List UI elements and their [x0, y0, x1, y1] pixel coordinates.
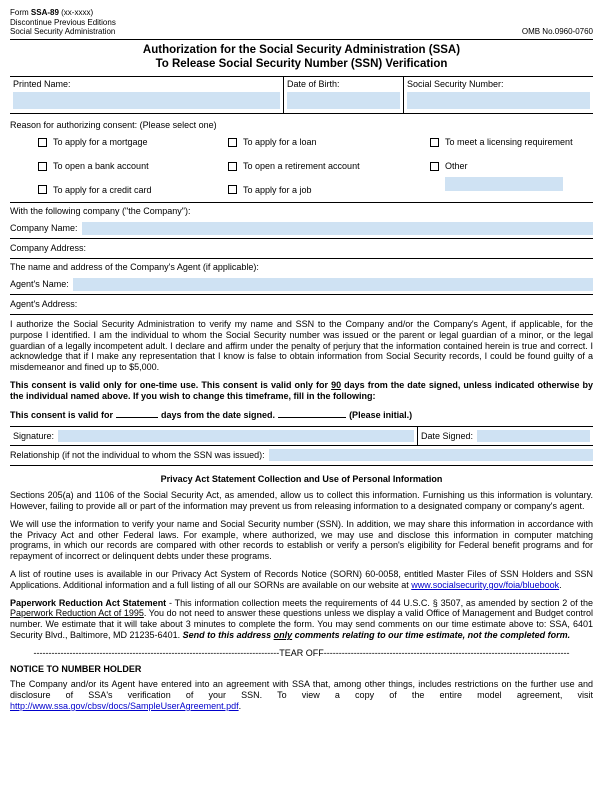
- consent-days-90: 90: [331, 379, 342, 390]
- agent-name-row: [10, 275, 593, 294]
- printed-name-input[interactable]: [13, 92, 280, 109]
- agent-name-input[interactable]: [73, 278, 593, 291]
- authorization-statement: I authorize the Social Security Administration to verify my name and SSN to the Company and/or the Company's Agent, if applicable, for the purpose I identified. I am the individual to whom the Social Security number was issued or the parent or legal guardian of a minor, or the legal guardian of a legally incompetent adult. I declare and affirm under the penalty of perjury that the information contained herein is true and correct. I acknowledge that if I make any representation that I know is false to obtain information from Social Security records, I could be found guilty of a misdemeanor and fined up to $5,000.: [10, 318, 593, 373]
- date-of-birth-label: Date of Birth:: [287, 79, 340, 90]
- agent-name-label: Agent's Name:: [10, 279, 69, 290]
- agent-address-label: Agent's Address:: [10, 299, 78, 310]
- agent-section-heading: The name and address of the Company's Agent (if applicable):: [10, 262, 259, 273]
- consent-validity-statement: [10, 380, 593, 402]
- date-of-birth-input[interactable]: [287, 92, 400, 109]
- form-title-line2: To Release Social Security Number (SSN) Verification: [155, 57, 448, 70]
- reason-option-label: Other: [445, 160, 468, 171]
- reason-option-label: To open a retirement account: [243, 160, 360, 171]
- tear-off-line: ----------------------------------------------------------------------------------TEAR OFF----------------------------------------------------------------------------------: [33, 647, 570, 658]
- initial-blank-field[interactable]: [278, 409, 346, 418]
- bluebook-link[interactable]: www.socialsecurity.gov/foia/bluebook: [411, 579, 560, 590]
- privacy-act-heading: Privacy Act Statement Collection and Use of Personal Information: [160, 474, 443, 485]
- paperwork-text-2: . You do not need to answer these questions unless we display a valid Office of Management and Budget control number. We estimate that it will take about 3 minutes to complete the form. You may send comments on our time estimate above to: SSA, 6401 Security Blvd., Baltimore, MD 21235-6401.: [10, 608, 593, 640]
- relationship-label: Relationship (if not the individual to whom the SSN was issued):: [10, 449, 265, 460]
- reason-option-label: To apply for a credit card: [53, 184, 152, 195]
- consent-text-post: days from the date signed, unless indicated otherwise by the individual named above. If you wish to change this timeframe, fill in the following:: [10, 379, 594, 401]
- reason-column-2: [228, 137, 430, 195]
- other-reason-input[interactable]: [445, 177, 563, 191]
- reason-column-3: [430, 137, 593, 195]
- reason-option: [38, 161, 228, 172]
- printed-name-cell: [10, 77, 283, 113]
- omb-number: OMB No.0960-0760: [521, 27, 593, 37]
- notice-heading: NOTICE TO NUMBER HOLDER: [10, 664, 142, 675]
- company-name-input[interactable]: [82, 222, 593, 235]
- reason-option: [228, 185, 430, 196]
- relationship-input[interactable]: [269, 449, 593, 461]
- company-address-row: [10, 239, 593, 258]
- privacy-paragraph-2: We will use the information to verify your name and Social Security number (SSN). In addition, we may share this information in accordance with the Privacy Act and other Federal laws. For example, where authorized, we may use and disclose this information in computer matching programs, in which our records are compared with other records to establish or verify a person's eligibility for Federal benefit programs and for repayment of incorrect or delinquent debts under these programs.: [10, 518, 593, 562]
- reason-option: [38, 185, 228, 196]
- notice-paragraph: [10, 679, 593, 711]
- reason-column-1: [38, 137, 228, 195]
- date-signed-input[interactable]: [477, 430, 590, 442]
- reason-option: [430, 161, 593, 172]
- identity-row: [10, 77, 593, 114]
- consent-fill-in-line: [10, 409, 593, 421]
- send-notice-pre: Send to this address: [182, 629, 274, 640]
- reason-options: [10, 134, 593, 202]
- reason-option-label: To apply for a loan: [243, 136, 317, 147]
- signature-input[interactable]: [58, 430, 414, 442]
- form-title: [10, 40, 593, 78]
- date-of-birth-cell: [283, 77, 403, 113]
- privacy-paragraph-1: Sections 205(a) and 1106 of the Social Security Act, as amended, allow us to collect this information. Furnishing us this information is voluntary. However, failing to provide all or part of the information may prevent us from releasing information to a designated company or company's agent.: [10, 490, 593, 511]
- fill-in-text-pre: This consent is valid for: [10, 409, 114, 420]
- form-header: [10, 8, 593, 40]
- reason-option: [228, 137, 430, 148]
- company-name-row: [10, 219, 593, 238]
- signature-label: Signature:: [13, 430, 55, 441]
- agency-name: Social Security Administration: [10, 27, 116, 37]
- reason-option-label: To open a bank account: [53, 160, 149, 171]
- checkbox-retirement-account[interactable]: [228, 162, 237, 171]
- reason-label: Reason for authorizing consent: (Please select one): [10, 120, 217, 131]
- checkbox-other[interactable]: [430, 162, 439, 171]
- send-notice-post: comments relating to our time estimate, not the completed form.: [292, 629, 571, 640]
- checkbox-job[interactable]: [228, 185, 237, 194]
- fill-in-text-mid: days from the date signed.: [161, 409, 276, 420]
- paperwork-act-1995-link[interactable]: Paperwork Reduction Act of 1995: [10, 608, 144, 619]
- checkbox-credit-card[interactable]: [38, 185, 47, 194]
- reason-option-label: To apply for a mortgage: [53, 136, 148, 147]
- checkbox-licensing-requirement[interactable]: [430, 138, 439, 147]
- fill-in-text-post: (Please initial.): [349, 409, 413, 420]
- notice-text: The Company and/or its Agent have entered into an agreement with SSA that, among other things, includes restrictions on the further use and disclosure of SSA's verification of your SSN. To view a copy of the entire model agreement, visit: [10, 679, 593, 701]
- paperwork-text-1: - This information collection meets the requirements of 44 U.S.C. § 3507, as amended by section 2 of the: [166, 597, 593, 608]
- paperwork-reduction-statement: [10, 598, 593, 641]
- ssn-input[interactable]: [407, 92, 590, 109]
- notice-text-end: .: [238, 700, 242, 711]
- form-label: Form: [10, 8, 31, 17]
- discontinue-note: Discontinue Previous Editions: [10, 17, 116, 27]
- privacy-paragraph-3-text: A list of routine uses is available in our Privacy Act System of Records Notice (SORN) 60-0058, entitled Master Files of SSN Holders and SSN Applications. Additional information and a full listing of all our SORNs are available on our website at: [10, 568, 593, 590]
- form-number: SSA-89: [30, 8, 59, 17]
- ssn-cell: [403, 77, 593, 113]
- company-section-heading: With the following company ("the Company"):: [10, 206, 191, 217]
- reason-option: [430, 137, 593, 148]
- relationship-row: [10, 446, 593, 466]
- days-blank-field[interactable]: [116, 409, 158, 418]
- reason-option-label: To apply for a job: [243, 184, 312, 195]
- date-signed-cell: [418, 427, 593, 445]
- form-number-line: [10, 8, 593, 18]
- form-title-line1: Authorization for the Social Security Administration (SSA): [142, 43, 461, 56]
- company-address-label: Company Address:: [10, 243, 87, 254]
- sample-agreement-link[interactable]: http://www.ssa.gov/cbsv/docs/SampleUserAgreement.pdf: [10, 700, 239, 711]
- divider: [10, 314, 593, 315]
- checkbox-bank-account[interactable]: [38, 162, 47, 171]
- checkbox-mortgage[interactable]: [38, 138, 47, 147]
- send-notice-only: only: [273, 629, 293, 640]
- paperwork-heading: Paperwork Reduction Act Statement: [10, 597, 167, 608]
- reason-option-label: To meet a licensing requirement: [445, 136, 573, 147]
- printed-name-label: Printed Name:: [13, 79, 71, 90]
- date-signed-label: Date Signed:: [421, 430, 474, 441]
- consent-text-pre: This consent is valid only for one-time use. This consent is valid only for: [10, 379, 332, 390]
- reason-option: [228, 161, 430, 172]
- signature-cell: [10, 427, 418, 445]
- agent-address-input[interactable]: [81, 298, 593, 311]
- privacy-paragraph-3-end: .: [559, 579, 562, 590]
- company-address-input[interactable]: [90, 242, 593, 255]
- agent-address-row: [10, 295, 593, 314]
- privacy-paragraph-3: [10, 569, 593, 591]
- form-edition: (xx-xxxx): [58, 8, 94, 17]
- signature-row: [10, 426, 593, 446]
- ssn-label: Social Security Number:: [407, 79, 504, 90]
- checkbox-loan[interactable]: [228, 138, 237, 147]
- company-name-label: Company Name:: [10, 223, 78, 234]
- reason-option: [38, 137, 228, 148]
